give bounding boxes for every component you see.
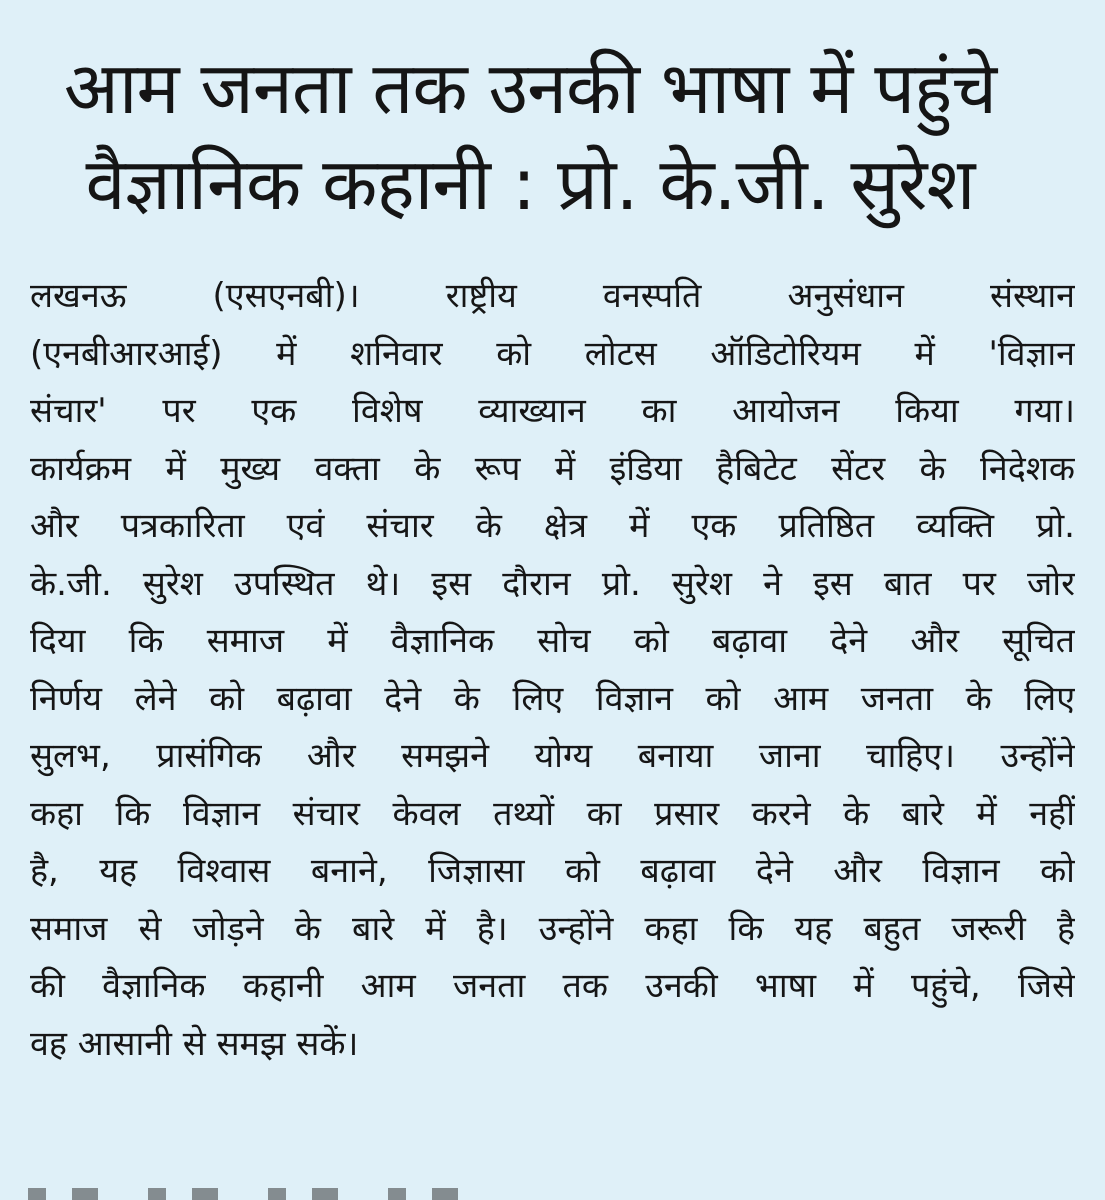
clipped-previous-text	[28, 0, 548, 8]
headline-line-2: वैज्ञानिक कहानी : प्रो. के.जी. सुरेश	[85, 142, 975, 226]
article-body	[30, 268, 1075, 1073]
article-line: है, यह विश्वास बनाने, जिज्ञासा को बढ़ावा देने और विज्ञान को	[30, 851, 1075, 891]
article-line: कार्यक्रम में मुख्य वक्ता के रूप में इंडिया हैबिटेट सेंटर के निदेशक	[30, 448, 1075, 489]
article-line: दिया कि समाज में वैज्ञानिक सोच को बढ़ावा देने और सूचित	[30, 621, 1075, 661]
article-line: निर्णय लेने को बढ़ावा देने के लिए विज्ञान को आम जनता के लिए	[30, 678, 1075, 719]
article-line: समाज से जोड़ने के बारे में है। उन्होंने कहा कि यह बहुत जरूरी है	[30, 908, 1075, 949]
article-line: की वैज्ञानिक कहानी आम जनता तक उनकी भाषा में पहुंचे, जिसे	[30, 966, 1075, 1006]
article-line: लखनऊ (एसएनबी)। राष्ट्रीय वनस्पति अनुसंधान संस्थान	[30, 276, 1075, 316]
article-line: के.जी. सुरेश उपस्थित थे। इस दौरान प्रो. सुरेश ने इस बात पर जोर	[30, 563, 1075, 604]
article-line: (एनबीआरआई) में शनिवार को लोटस ऑडिटोरियम में 'विज्ञान	[30, 333, 1075, 374]
article-line: वह आसानी से समझ सकें।	[30, 1023, 359, 1064]
headline-line-1: आम जनता तक उनकी भाषा में पहुंचे	[63, 46, 997, 130]
article-line: संचार' पर एक विशेष व्याख्यान का आयोजन किया गया।	[30, 391, 1075, 431]
article-line: कहा कि विज्ञान संचार केवल तथ्यों का प्रसार करने के बारे में नहीं	[30, 793, 1075, 834]
clipped-next-text	[28, 1188, 488, 1200]
headline	[0, 40, 1105, 232]
article-line: और पत्रकारिता एवं संचार के क्षेत्र में एक प्रतिष्ठित व्यक्ति प्रो.	[30, 506, 1075, 546]
article-line: सुलभ, प्रासंगिक और समझने योग्य बनाया जाना चाहिए। उन्होंने	[30, 736, 1075, 776]
